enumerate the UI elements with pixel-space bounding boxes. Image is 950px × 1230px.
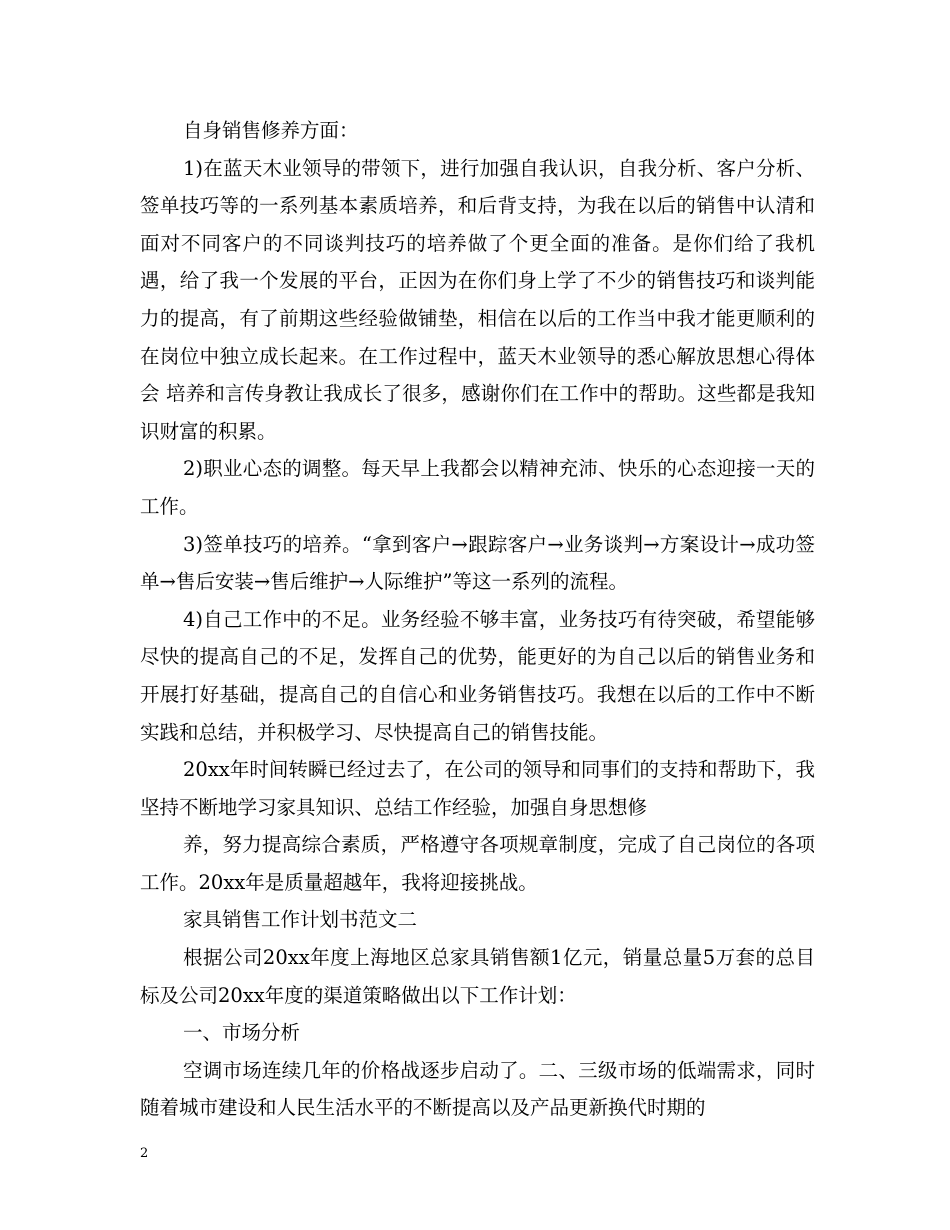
- paragraph-plan-intro: 根据公司20xx年度上海地区总家具销售额1亿元，销量总量5万套的总目标及公司20xx年度的渠道策略做出以下工作计划：: [140, 946, 815, 1007]
- paragraph-heading-self-cultivation: 自身销售修养方面：: [183, 119, 359, 142]
- paragraph-item-2: 2)职业心态的调整。每天早上我都会以精神充沛、快乐的心态迎接一天的工作。: [140, 457, 815, 518]
- paragraph-item-3: 3)签单技巧的培养。“拿到客户→跟踪客户→业务谈判→方案设计→成功签单→售后安装→售后维护→人际维护”等这一系列的流程。: [140, 532, 815, 594]
- paragraph-summary-part-1: 20xx年时间转瞬已经过去了，在公司的领导和同事们的支持和帮助下，我坚持不断地学习家具知识、总结工作经验，加强自身思想修: [140, 758, 815, 819]
- section-heading-market-analysis: 一、市场分析: [183, 1021, 301, 1045]
- paragraph-item-1: 1)在蓝天木业领导的带领下，进行加强自我认识，自我分析、客户分析、签单技巧等的一系列基本素质培养，和后背支持，为我在以后的销售中认清和面对不同客户的不同谈判技巧的培养做了个更全面的准备。是你们给了我机遇，给了我一个发展的平台，正因为在你们身上学了不少的销售技巧和谈判能力的提高，有了前期这些经验做铺垫，相信在以后的工作当中我才能更顺利的在岗位中独立成长起来。在工作过程中，蓝天木业领导的悉心解放思想心得体会 培养和言传身教让我成长了很多，感谢你们在工作中的帮助。这些都是我知识财富的积累。: [140, 156, 815, 443]
- paragraph-summary-part-2: 养，努力提高综合素质，严格遵守各项规章制度，完成了自己岗位的各项工作。20xx年是质量超越年，我将迎接挑战。: [140, 833, 815, 894]
- paragraph-market-analysis: 空调市场连续几年的价格战逐步启动了。二、三级市场的低端需求，同时随着城市建设和人民生活水平的不断提高以及产品更新换代时期的: [140, 1058, 815, 1120]
- page-number: 2: [140, 1146, 149, 1161]
- document-body: [140, 112, 815, 1127]
- section-title-sample-two: 家具销售工作计划书范文二: [183, 908, 418, 932]
- paragraph-item-4: 4)自己工作中的不足。业务经验不够丰富，业务技巧有待突破，希望能够尽快的提高自己的不足，发挥自己的优势，能更好的为自己以后的销售业务和开展打好基础，提高自己的自信心和业务销售技巧。我想在以后的工作中不断实践和总结，并积极学习、尽快提高自己的销售技能。: [140, 607, 815, 744]
